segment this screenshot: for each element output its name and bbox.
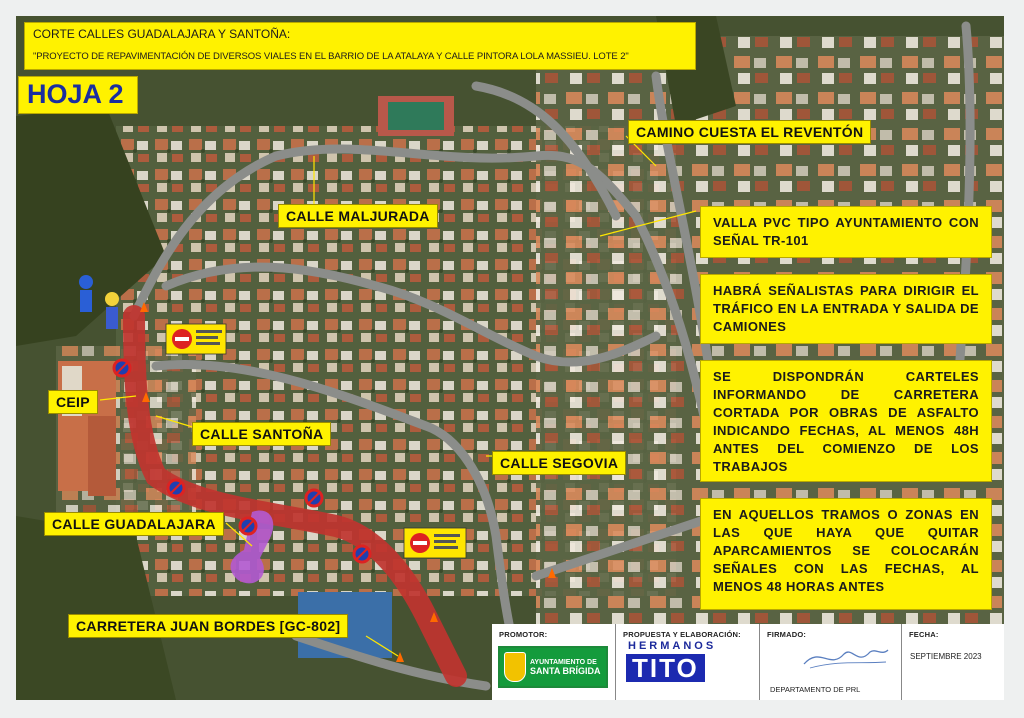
date-value: SEPTIEMBRE 2023 [910,652,982,661]
project-subtitle: "PROYECTO DE REPAVIMENTACIÓN DE DIVERSOS VIALES EN EL BARRIO DE LA ATALAYA Y CALLE PINTORA LOLA MASSIEU. LOTE 2" [33,51,629,62]
note-aparcamientos: EN AQUELLOS TRAMOS O ZONAS EN LAS QUE HAYA QUE QUITAR APARCAMIENTOS SE COLOCARÁN SEÑALES CON LAS FECHAS, AL MENOS 48 HORAS ANTES [700,498,992,610]
signature-icon [800,640,890,674]
map-frame [16,16,1004,700]
note-senalistas: HABRÁ SEÑALISTAS PARA DIRIGIR EL TRÁFICO EN LA ENTRADA Y SALIDA DE CAMIONES [700,274,992,344]
brand-top-text: HERMANOS [628,640,717,652]
label-camino-cuesta-el-reventon: CAMINO CUESTA EL REVENTÓN [628,120,871,144]
map-title: CORTE CALLES GUADALAJARA Y SANTOÑA: [33,27,291,41]
label-calle-santona: CALLE SANTOÑA [192,422,331,446]
label-calle-maljurada: CALLE MALJURADA [278,204,438,228]
no-parking-sign [168,480,184,496]
no-parking-sign [240,518,256,534]
no-parking-sign [354,546,370,562]
label-calle-guadalajara: CALLE GUADALAJARA [44,512,224,536]
title-block [492,624,1004,700]
date-cell [902,624,1004,700]
signature-cell [760,624,902,700]
label-calle-segovia: CALLE SEGOVIA [492,451,626,475]
title-box [24,22,696,70]
note-carteles: SE DISPONDRÁN CARTELES INFORMANDO DE CARRETERA CORTADA POR OBRAS DE ASFALTO INDICANDO FECHAS, AL MENOS 48H ANTES DEL COMIENZO DE LOS TRABAJOS [700,360,992,482]
proposal-cell [616,624,760,700]
promoter-cell [492,624,616,700]
date-label: FECHA: [909,630,939,639]
promoter-label: PROMOTOR: [499,630,548,639]
label-ceip: CEIP [48,390,98,414]
road-closed-sign [166,324,226,354]
proposal-label: PROPUESTA Y ELABORACIÓN: [623,630,741,639]
crest-icon [504,652,526,682]
department-label: DEPARTAMENTO DE PRL [770,685,861,694]
ayuntamiento-logo [498,646,608,688]
no-parking-sign [114,360,130,376]
brand-logo: TITO [626,654,705,682]
label-carretera-juan-bordes: CARRETERA JUAN BORDES [GC-802] [68,614,348,638]
road-closed-sign [404,528,466,558]
ayuntamiento-line2: SANTA BRÍGIDA [530,666,601,676]
signed-label: FIRMADO: [767,630,807,639]
no-parking-sign [306,490,322,506]
note-valla-pvc: VALLA PVC TIPO AYUNTAMIENTO CON SEÑAL TR-101 [700,206,992,258]
ayuntamiento-line1: AYUNTAMIENTO DE [530,659,597,666]
sheet-number: HOJA 2 [18,76,138,114]
